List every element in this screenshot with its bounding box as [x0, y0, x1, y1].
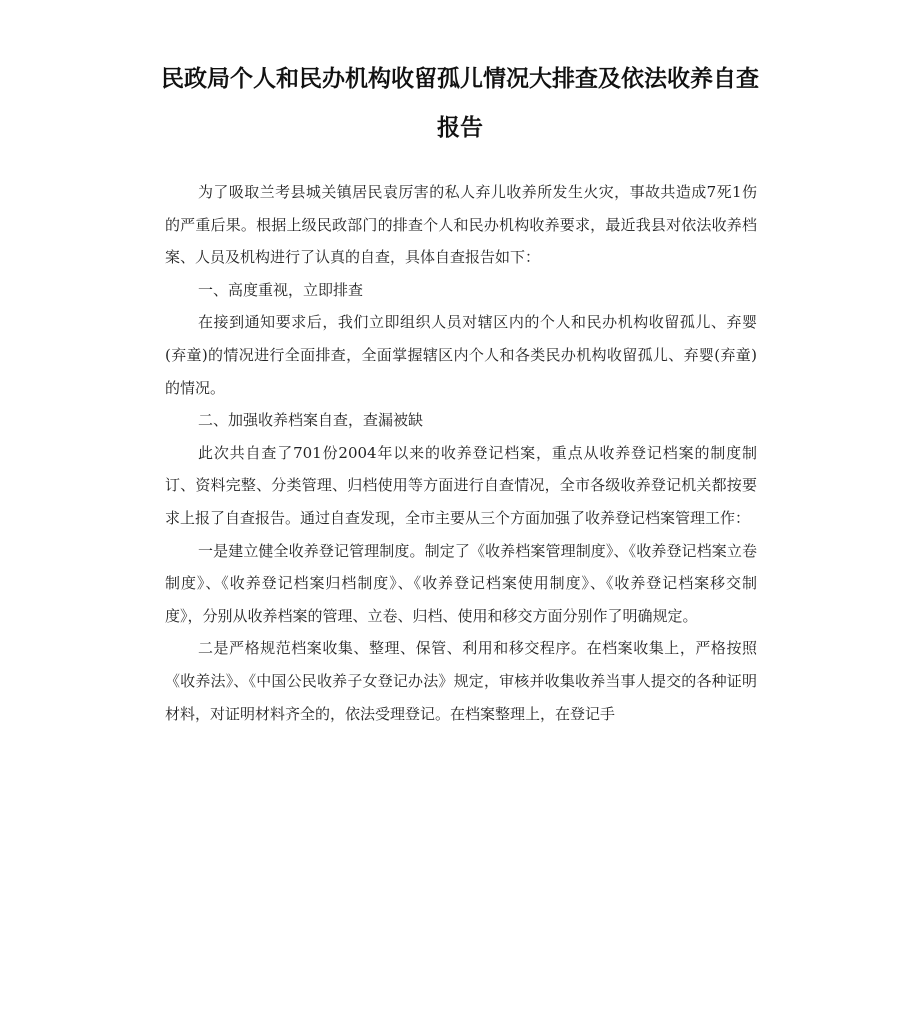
paragraph-item-2: 二是严格规范档案收集、整理、保管、利用和移交程序。在档案收集上，严格按照《收养法》、《中国公民收养子女登记办法》规定，审核并收集收养当事人提交的各种证明材料，对证明材料齐全的，依法受理登记。在档案整理上，在登记手: [165, 639, 757, 723]
paragraph-item-1: 一是建立健全收养登记管理制度。制定了《收养档案管理制度》、《收养登记档案立卷制度》、《收养登记档案归档制度》、《收养登记档案使用制度》、《收养登记档案移交制度》，分别从收养档案的管理、立卷、归档、使用和移交方面分别作了明确规定。: [165, 541, 757, 625]
paragraph-intro: 为了吸取兰考县城关镇居民袁厉害的私人弃儿收养所发生火灾，事故共造成7死1伤的严重后果。根据上级民政部门的排查个人和民办机构收养要求，最近我县对依法收养档案、人员及机构进行了认真的自查，具体自查报告如下：: [165, 183, 757, 267]
document-title-line-1: 民政局个人和民办机构收留孤儿情况大排查及依法收养自查: [161, 66, 759, 92]
section-heading-1: 一、高度重视，立即排查: [198, 280, 364, 299]
paragraph-section-1: 在接到通知要求后，我们立即组织人员对辖区内的个人和民办机构收留孤儿、弃婴(弃童)的情况进行全面排查，全面掌握辖区内个人和各类民办机构收留孤儿、弃婴(弃童)的情况。: [165, 313, 757, 397]
section-heading-2: 二、加强收养档案自查，查漏被缺: [198, 411, 424, 430]
paragraph-section-2: 此次共自查了701份2004年以来的收养登记档案，重点从收养登记档案的制度制订、资料完整、分类管理、归档使用等方面进行自查情况，全市各级收养登记机关都按要求上报了自查报告。通过自查发现，全市主要从三个方面加强了收养登记档案管理工作：: [165, 443, 757, 527]
document-title-line-2: 报告: [437, 115, 483, 141]
document-body: [165, 176, 757, 730]
